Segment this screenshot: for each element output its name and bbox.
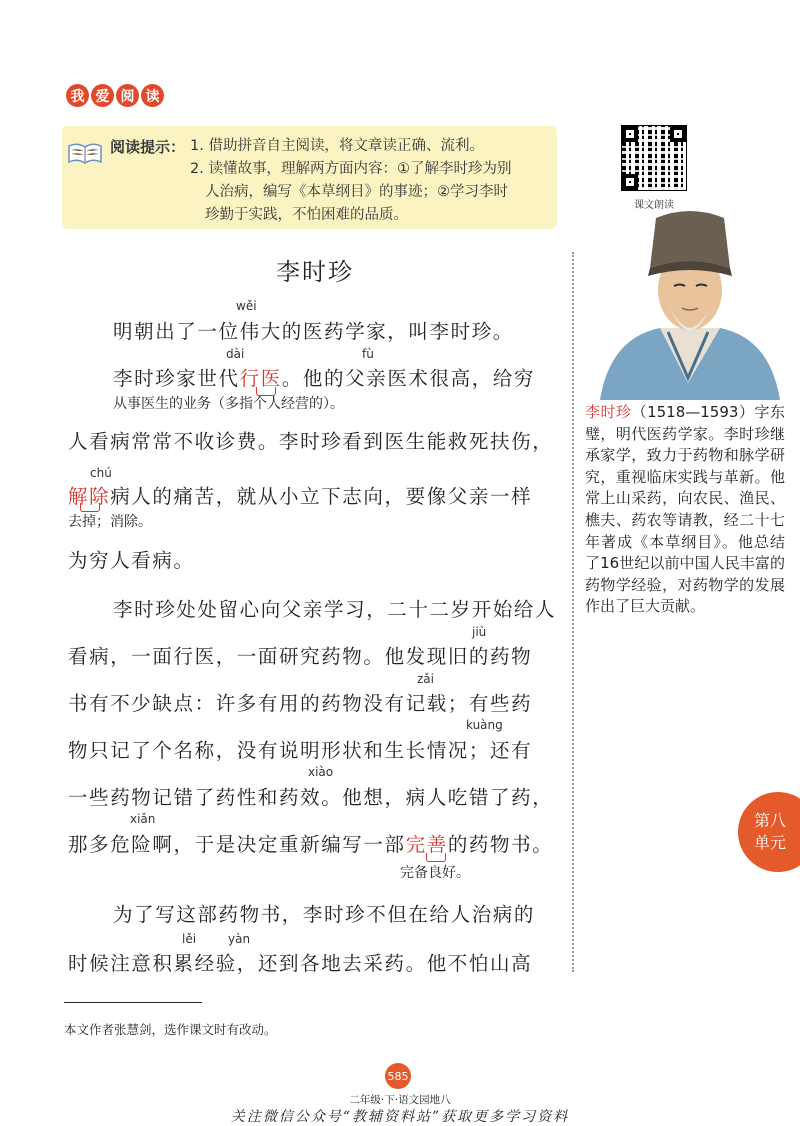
tip-line: 1. 借助拼音自主阅读，将文章读正确、流利。 (190, 138, 484, 154)
text-segment: 李时珍家世代 (113, 367, 240, 390)
text-line: 书有不少缺点：许多有用的药物没有记载；有些药 (68, 692, 533, 715)
badge-char: 读 (141, 84, 164, 107)
text-line: 看病，一面行医，一面研究药物。他发现旧的药物 (68, 645, 533, 668)
bio-text: 字东璧，明代医药学家。李时珍继承家学，致力于药物和脉学研究，重视临床实践与革新。他常上山采药，向农民、渔民、樵夫、药农等请教，经二十七年著成《本草纲目》。他总结了16世纪以前中国人民丰富的药物学经验，对药物学的发展作出了巨大贡献。 (585, 403, 785, 616)
pinyin: lěi (182, 932, 197, 946)
text-line: 时候注意积累经验，还到各地去采药。他不怕山高 (68, 952, 533, 975)
tip-line: 2. 读懂故事，理解两方面内容：①了解李时珍为别 (190, 161, 512, 177)
qr-finder (670, 126, 686, 142)
unit-tab[interactable] (738, 792, 800, 872)
footnote-rule (64, 1002, 202, 1003)
section-badge (66, 84, 164, 107)
text-line: 为了写这部药物书，李时珍不但在给人治病的 (113, 903, 536, 926)
pinyin: xiǎn (130, 812, 156, 826)
qr-label: 课文朗读 (634, 200, 674, 211)
badge-char: 爱 (91, 84, 114, 107)
li-shizhen-portrait (590, 208, 786, 400)
qr-finder (622, 126, 638, 142)
tip-line: 珍勤于实践，不怕困难的品质。 (205, 207, 408, 223)
text-line (68, 829, 553, 857)
bio-name: 李时珍 (585, 403, 632, 421)
open-book-icon (67, 140, 103, 166)
page-number: 585 (385, 1063, 411, 1089)
pinyin: zǎi (417, 672, 434, 686)
pinyin: wěi (236, 299, 257, 313)
word-gloss: 去掉；消除。 (68, 514, 152, 530)
text-line: 明朝出了一位伟大的医药学家，叫李时珍。 (113, 320, 514, 343)
pinyin: fù (362, 347, 374, 361)
pinyin: kuàng (466, 718, 503, 732)
qr-finder (622, 174, 638, 190)
column-divider (572, 252, 574, 972)
pinyin: xiào (308, 765, 334, 779)
biography-sidebar (585, 402, 785, 618)
promo-line: 关注微信公众号“教辅资料站”获取更多学习资料 (230, 1109, 570, 1125)
glossed-word: 完善 (405, 833, 448, 856)
tip-line: 人治病，编写《本草纲目》的事迹；②学习李时 (205, 184, 508, 200)
unit-tab-line: 第八 (753, 811, 786, 830)
text-line: 一些药物记错了药性和药效。他想，病人吃错了药， (68, 786, 554, 809)
text-segment: 的药物书。 (447, 833, 554, 856)
gloss-marker (426, 853, 446, 862)
grade-label: 二年级·下·语文园地八 (349, 1094, 451, 1106)
badge-char: 阅 (116, 84, 139, 107)
word-gloss: 从事医生的业务（多指个人经营的）。 (113, 396, 344, 412)
text-line: 为穷人看病。 (68, 549, 195, 572)
article-title: 李时珍 (276, 258, 354, 286)
tip-label: 阅读提示： (110, 138, 186, 156)
text-segment: 那多危险啊，于是决定重新编写一部 (68, 833, 406, 856)
text-line: 人看病常常不收诊费。李时珍看到医生能救死扶伤， (68, 430, 554, 453)
pinyin: jiù (472, 625, 487, 639)
word-gloss: 完备良好。 (400, 865, 470, 881)
text-line (113, 363, 535, 391)
text-line: 李时珍处处留心向父亲学习，二十二岁开始给人 (113, 598, 557, 621)
pinyin: chú (90, 466, 112, 480)
badge-char: 我 (66, 84, 89, 107)
pinyin: dài (226, 347, 245, 361)
text-segment: 。他的父亲医术很高，给穷 (281, 367, 536, 390)
text-line: 物只记了个名称，没有说明形状和生长情况；还有 (68, 739, 533, 762)
pinyin: yàn (228, 932, 251, 946)
text-line (68, 481, 532, 509)
bio-years: （1518—1593） (631, 403, 755, 421)
text-segment: 病人的痛苦，就从小立下志向，要像父亲一样 (110, 485, 533, 508)
unit-tab-line: 单元 (753, 833, 786, 852)
glossed-word: 解除 (68, 485, 111, 508)
footnote: 本文作者张慧剑，选作课文时有改动。 (64, 1022, 277, 1037)
glossed-word: 行医 (239, 367, 282, 390)
